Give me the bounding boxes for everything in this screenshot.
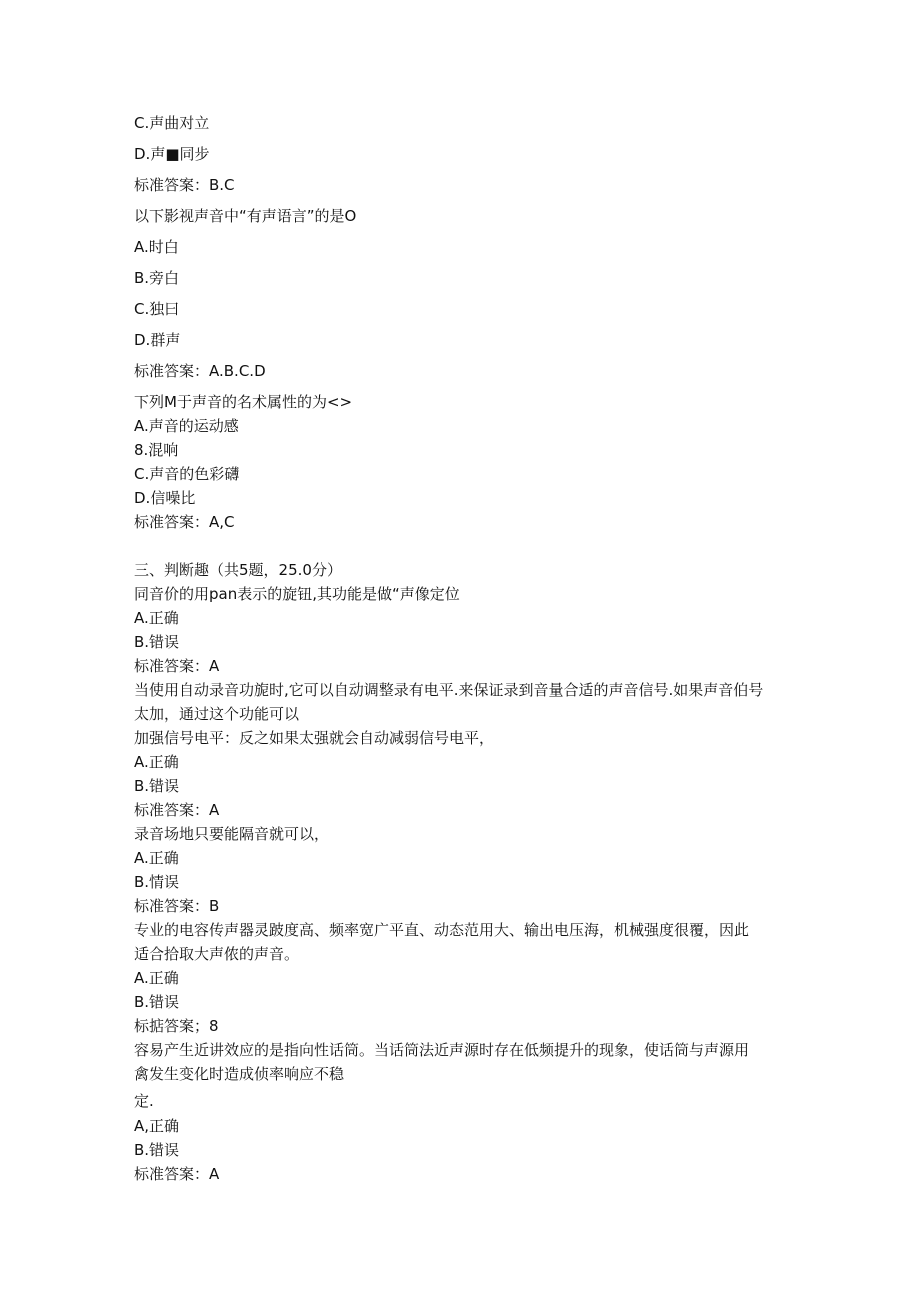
text-line: 容易产生近讲效应的是指向性话筒。当话筒法近声源时存在低频提升的现象，使话筒与声源用	[134, 1041, 750, 1059]
text-line: A.正确	[134, 753, 179, 771]
text-line: D.声■同步	[134, 145, 210, 163]
text-line: 8.混响	[134, 441, 179, 459]
text-line: 录音场地只要能隔音就可以，	[134, 825, 330, 843]
text-line: D.群声	[134, 331, 181, 349]
text-line: D.信噪比	[134, 489, 196, 507]
section-heading: 三、判断趣（共5题，25.0分）	[134, 561, 342, 579]
text-line: C.声音的色彩礴	[134, 465, 240, 483]
text-line: 同音价的用pan表示的旋钮,其功能是做“声像定位	[134, 585, 460, 603]
text-line: 标准答案：A.B.C.D	[134, 362, 266, 380]
text-line: A.正确	[134, 609, 179, 627]
text-line: C.声曲对立	[134, 114, 210, 132]
text-line: B.情误	[134, 873, 180, 891]
text-line: 以下影视声音中“有声语言”的是O	[134, 207, 357, 225]
text-line: B.错误	[134, 777, 180, 795]
text-line: 加强信号电平：反之如果太强就会自动减弱信号电平，	[134, 729, 495, 747]
text-line: 太加，通过这个功能可以	[134, 705, 300, 723]
text-line: C.独曰	[134, 300, 180, 318]
text-line: B.错误	[134, 1141, 180, 1159]
text-line: A,正确	[134, 1117, 180, 1135]
text-line: 标掂答案；8	[134, 1017, 219, 1035]
text-line: 标准答案：B.C	[134, 176, 235, 194]
text-line: 下列M于声音的名术属性的为<>	[134, 393, 353, 411]
text-line: A.时白	[134, 238, 179, 256]
text-line: B.旁白	[134, 269, 180, 287]
text-line: 当使用自动录音功旎时,它可以自动调整录有电平.来保证录到音量合适的声音信号.如果声音伯号	[134, 681, 764, 699]
text-line: 禽发生变化时造成侦率响应不稳	[134, 1065, 345, 1083]
text-line: 标准答案：B	[134, 897, 220, 915]
text-line: B.错误	[134, 993, 180, 1011]
text-line: 标准答案：A	[134, 657, 220, 675]
text-line: 标准答案：A	[134, 801, 220, 819]
text-line: 标准答案：A	[134, 1165, 220, 1183]
text-line: A.声音的运动感	[134, 417, 239, 435]
text-line: A.正确	[134, 849, 179, 867]
text-line: 定.	[134, 1092, 154, 1110]
text-line: A.正确	[134, 969, 179, 987]
text-line: 适合拾取大声侬的声音。	[134, 945, 300, 963]
text-line: 标准答案：A,C	[134, 513, 235, 531]
text-line: 专业的电容传声器灵跛度高、频率宽广平直、动态范用大、输出电压海，机械强度很覆，因此	[134, 921, 750, 939]
text-line: B.错误	[134, 633, 180, 651]
